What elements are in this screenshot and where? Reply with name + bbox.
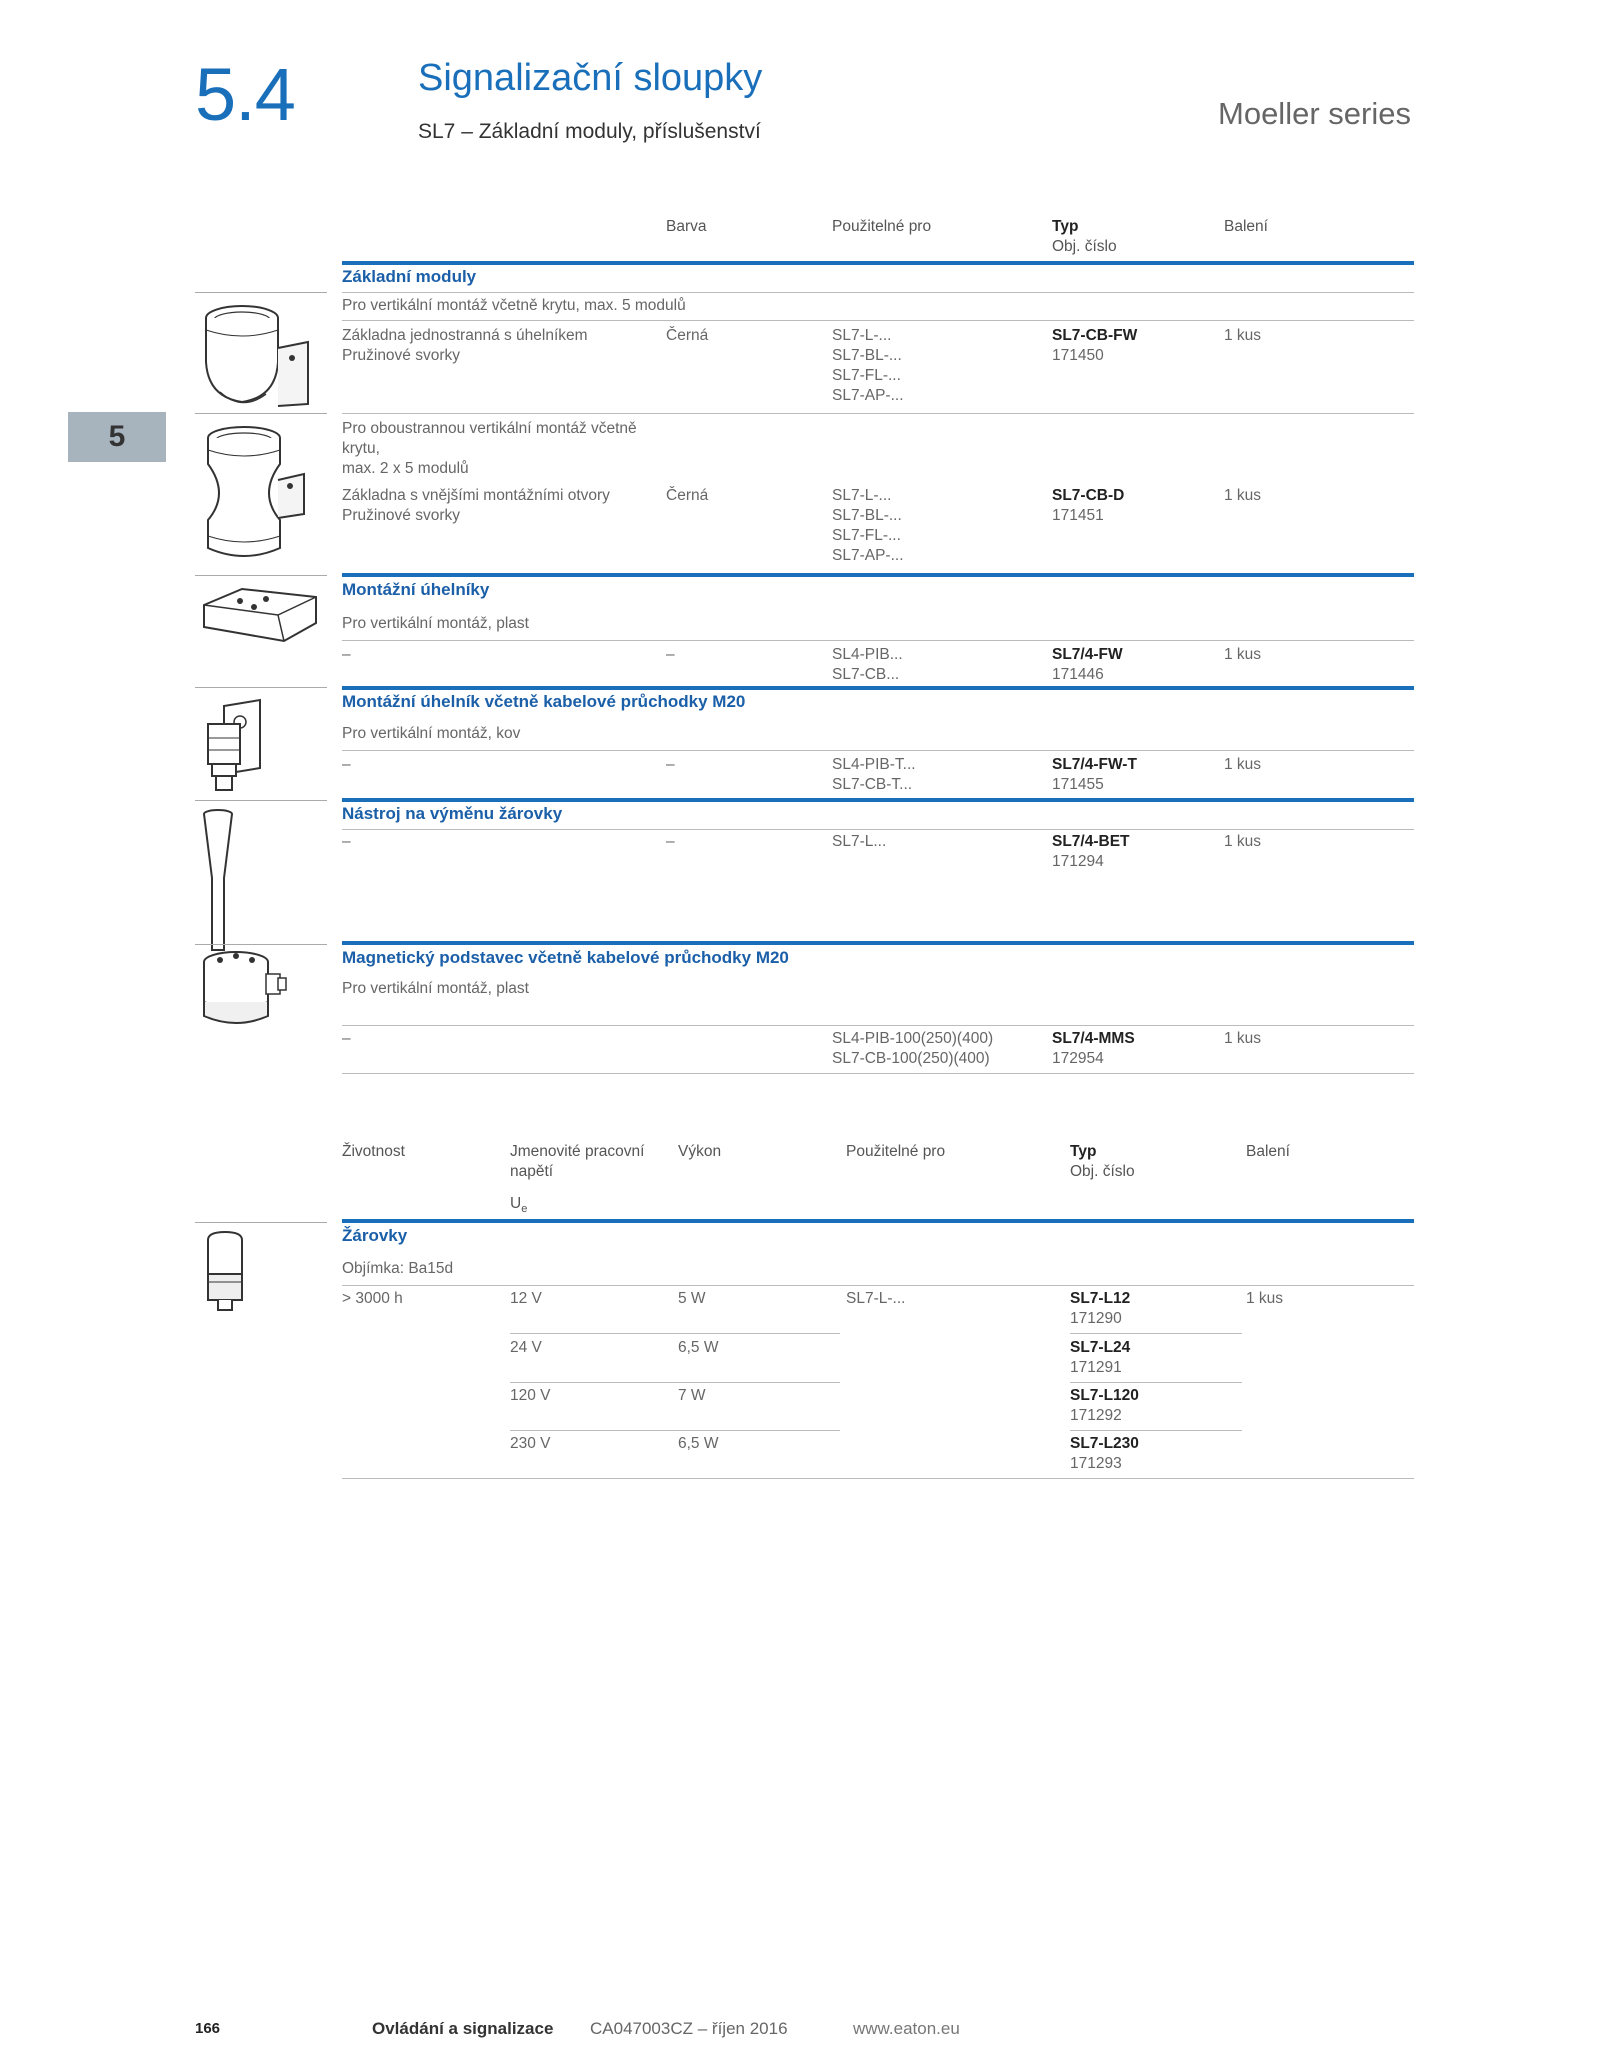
section-divider [342, 798, 1414, 802]
section-title-bracket-m20: Montážní úhelník včetně kabelové průchodky M20 [342, 692, 746, 711]
product-number: 171294 [1052, 853, 1104, 870]
product-usable-for: SL4-PIB... SL7-CB... [832, 646, 903, 683]
row-divider [342, 1073, 1414, 1074]
section-divider [342, 573, 1414, 577]
row-divider [342, 413, 1414, 414]
bulb-voltage: 12 V [510, 1290, 542, 1307]
product-type: SL7/4-FW-T [1052, 756, 1137, 773]
product-packaging: 1 kus [1224, 646, 1262, 663]
section-title-zakladni-moduly: Základní moduly [342, 267, 477, 286]
row-divider [342, 829, 1414, 830]
image-divider [195, 687, 327, 688]
light-bulb-image [200, 1230, 250, 1312]
chapter-tab: 5 [68, 412, 166, 462]
col-obj-cislo: Obj. číslo [1070, 1163, 1135, 1180]
bulb-power: 5 W [678, 1290, 706, 1307]
product-description: Základna jednostranná s úhelníkem Pružinové svorky [342, 327, 588, 364]
mounting-bracket-image [200, 583, 320, 645]
col-pouzitelne: Použitelné pro [832, 218, 932, 235]
product-description: – [342, 833, 351, 850]
product-type: SL7/4-FW [1052, 646, 1123, 663]
row-divider [342, 750, 1414, 751]
product-description: – [342, 1030, 351, 1047]
col-ue: $U_e$ [510, 1195, 528, 1216]
section-note: Pro vertikální montáž včetně krytu, max. 5 modulů [342, 297, 686, 314]
bulb-type: SL7-L120 [1070, 1387, 1139, 1404]
footer-page-number: 166 [195, 2020, 221, 2037]
row-divider [342, 1478, 1414, 1479]
product-description: – [342, 756, 351, 773]
bulb-number: 171293 [1070, 1455, 1122, 1472]
row-divider [342, 320, 1414, 321]
row-divider [342, 640, 1414, 641]
row-divider [510, 1382, 840, 1383]
base-single-sided-image [200, 302, 320, 414]
col-typ: Typ [1052, 218, 1079, 235]
col-baleni: Balení [1246, 1143, 1290, 1160]
footer-title: Ovládání a signalizace [372, 2019, 554, 2038]
product-number: 171446 [1052, 666, 1104, 683]
base-double-sided-image [200, 424, 320, 564]
image-divider [195, 292, 327, 293]
col-baleni: Balení [1224, 218, 1268, 235]
col-vykon: Výkon [678, 1143, 722, 1160]
section-note: Objímka: Ba15d [342, 1260, 454, 1277]
product-packaging: 1 kus [1224, 833, 1262, 850]
section-title-montazni-uhelniky: Montážní úhelníky [342, 580, 490, 599]
product-color: – [666, 756, 675, 773]
bulb-number: 171290 [1070, 1310, 1122, 1327]
footer-url: www.eaton.eu [853, 2019, 960, 2038]
row-divider [342, 1025, 1414, 1026]
product-type: SL7/4-MMS [1052, 1030, 1135, 1047]
product-packaging: 1 kus [1224, 487, 1262, 504]
bulb-power: 6,5 W [678, 1339, 719, 1356]
product-packaging: 1 kus [1224, 327, 1262, 344]
product-usable-for: SL7-L... [832, 833, 887, 850]
col-obj-cislo: Obj. číslo [1052, 238, 1117, 255]
magnetic-base-image [200, 950, 290, 1030]
section-number: 5.4 [195, 53, 295, 136]
row-divider [1070, 1333, 1242, 1334]
col-zivotnost: Životnost [342, 1143, 405, 1160]
product-description: Základna s vnějšími montážními otvory Pružinové svorky [342, 487, 610, 524]
product-color: Černá [666, 327, 709, 344]
bulb-type: SL7-L24 [1070, 1339, 1131, 1356]
section-divider [342, 261, 1414, 265]
section-note: Pro vertikální montáž, plast [342, 980, 529, 997]
bulb-number: 171291 [1070, 1359, 1122, 1376]
image-divider [195, 413, 327, 414]
section-title-bulb-tool: Nástroj na výměnu žárovky [342, 804, 563, 823]
bulb-voltage: 120 V [510, 1387, 551, 1404]
col-typ: Typ [1070, 1143, 1097, 1160]
bulb-type: SL7-L230 [1070, 1435, 1139, 1452]
bulb-exchange-tool-image [200, 808, 240, 954]
col-napeti: Jmenovité pracovní napětí [510, 1143, 645, 1180]
section-title-zarovky: Žárovky [342, 1226, 408, 1245]
product-usable-for: SL7-L-... SL7-BL-... SL7-FL-... SL7-AP-... [832, 487, 904, 564]
image-divider [195, 800, 327, 801]
bulb-power: 6,5 W [678, 1435, 719, 1452]
product-description: – [342, 646, 351, 663]
product-color: Černá [666, 487, 709, 504]
product-color: – [666, 833, 675, 850]
bulb-voltage: 230 V [510, 1435, 551, 1452]
bulb-type: SL7-L12 [1070, 1290, 1131, 1307]
bracket-cable-gland-image [200, 698, 280, 794]
product-type: SL7-CB-D [1052, 487, 1125, 504]
page-title: Signalizační sloupky [418, 57, 763, 99]
col-pouzitelne: Použitelné pro [846, 1143, 946, 1160]
section-note: Pro oboustrannou vertikální montáž včetně krytu, max. 2 x 5 modulů [342, 420, 637, 477]
product-number: 171451 [1052, 507, 1104, 524]
row-divider [510, 1333, 840, 1334]
section-divider [342, 941, 1414, 945]
product-packaging: 1 kus [1224, 756, 1262, 773]
row-divider [342, 292, 1414, 293]
col-barva: Barva [666, 218, 707, 235]
footer-catalog-code: CA047003CZ – říjen 2016 [590, 2019, 788, 2038]
product-number: 171450 [1052, 347, 1104, 364]
section-divider [342, 1219, 1414, 1223]
image-divider [195, 1222, 327, 1223]
bulb-number: 171292 [1070, 1407, 1122, 1424]
section-divider [342, 686, 1414, 690]
section-note: Pro vertikální montáž, plast [342, 615, 529, 632]
bulb-packaging: 1 kus [1246, 1290, 1284, 1307]
row-divider [510, 1430, 840, 1431]
page-subtitle: SL7 – Základní moduly, příslušenství [418, 120, 761, 143]
bulb-power: 7 W [678, 1387, 706, 1404]
row-divider [342, 1285, 1414, 1286]
image-divider [195, 575, 327, 576]
section-note: Pro vertikální montáž, kov [342, 725, 521, 742]
image-divider [195, 944, 327, 945]
bulb-usable-for: SL7-L-... [846, 1290, 906, 1307]
product-number: 171455 [1052, 776, 1104, 793]
product-usable-for: SL7-L-... SL7-BL-... SL7-FL-... SL7-AP-... [832, 327, 904, 404]
row-divider [1070, 1430, 1242, 1431]
product-color: – [666, 646, 675, 663]
row-divider [1070, 1382, 1242, 1383]
bulb-lifetime: > 3000 h [342, 1290, 403, 1307]
section-title-magnetic-base: Magnetický podstavec včetně kabelové průchodky M20 [342, 948, 789, 967]
product-packaging: 1 kus [1224, 1030, 1262, 1047]
bulb-voltage: 24 V [510, 1339, 542, 1356]
product-type: SL7/4-BET [1052, 833, 1130, 850]
product-usable-for: SL4-PIB-T... SL7-CB-T... [832, 756, 916, 793]
product-usable-for: SL4-PIB-100(250)(400) SL7-CB-100(250)(400) [832, 1030, 994, 1067]
product-type: SL7-CB-FW [1052, 327, 1138, 344]
product-number: 172954 [1052, 1050, 1104, 1067]
series-label: Moeller series [1218, 96, 1411, 131]
